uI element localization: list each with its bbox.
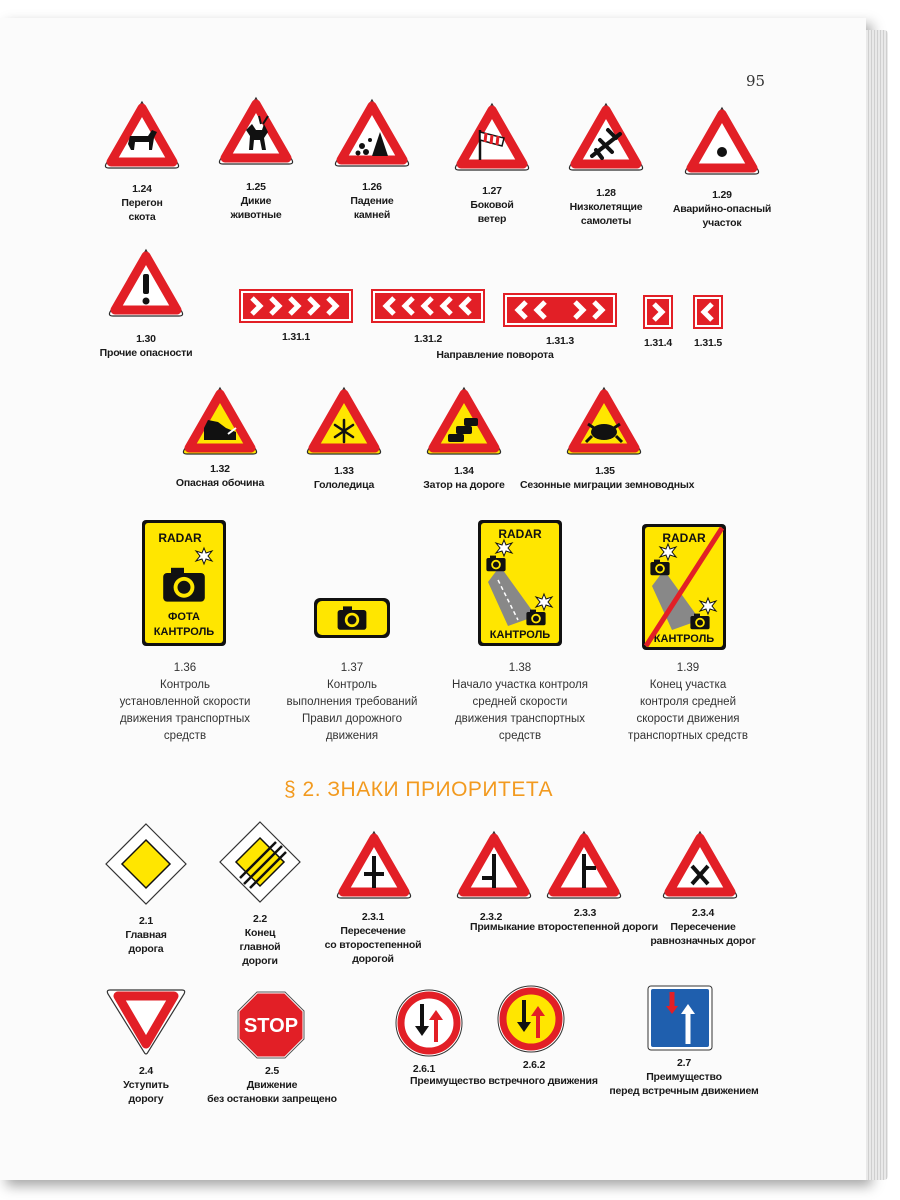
sign-1-34-traffic-jam <box>424 384 504 458</box>
sign-1-39-avg-speed-end <box>642 524 726 650</box>
label-2-7: 2.7 Преимущество перед встречным движением <box>609 1057 759 1097</box>
sign-1-31-4 <box>644 296 672 328</box>
sign-2-1-main-road <box>104 822 188 906</box>
turn-caption: Направление поворота <box>436 349 554 361</box>
radar-bottom-1-38: КАНТРОЛЬ <box>489 629 551 641</box>
sign-2-4-yield <box>106 986 186 1056</box>
label-1-24: 1.24 Перегон скота <box>121 183 163 223</box>
sign-1-33-ice <box>304 384 384 458</box>
sign-2-3-2-junction <box>454 828 534 902</box>
radar-b1-1-36: ФОТА <box>168 611 200 623</box>
sign-1-36-speed-control <box>142 520 226 646</box>
label-1-26: 1.26 Падение камней <box>350 181 394 221</box>
sign-1-35-amphibians <box>564 384 644 458</box>
sign-1-31-2 <box>372 290 484 322</box>
sign-2-5-stop <box>236 990 306 1060</box>
radar-b2-1-36: КАНТРОЛЬ <box>153 626 215 638</box>
sign-1-38-avg-speed-start <box>478 520 562 646</box>
label-1-31-2: 1.31.2 <box>414 333 442 345</box>
label-1-35: 1.35 Сезонные миграции земноводных <box>520 465 695 491</box>
sign-1-26-falling-rocks <box>332 96 412 170</box>
label-1-27: 1.27 Боковой ветер <box>470 185 514 225</box>
sign-2-2-end-main-road <box>218 820 302 904</box>
label-1-37: 1.37 Контроль выполнения требований Правил дорожного движения <box>286 662 418 742</box>
label-1-34: 1.34 Затор на дороге <box>423 465 505 491</box>
radar-top-1-36: RADAR <box>158 531 202 545</box>
label-1-31-4: 1.31.4 <box>644 337 672 349</box>
label-2-5: 2.5 Движение без остановки запрещено <box>207 1065 337 1105</box>
label-2-6-1: 2.6.1 <box>412 1063 436 1075</box>
label-1-31-3: 1.31.3 <box>546 335 574 347</box>
label-1-32: 1.32 Опасная обочина <box>175 463 265 489</box>
sign-1-31-5 <box>694 296 722 328</box>
label-2-6-2: 2.6.2 <box>522 1059 546 1071</box>
sign-1-24-cattle <box>102 98 182 172</box>
label-2-3-3: 2.3.3 <box>573 907 597 919</box>
label-2-3-1: 2.3.1 Пересечение со второстепенной дорогой <box>324 911 422 965</box>
label-2-2: 2.2 Конец главной дороги <box>239 913 281 967</box>
sign-2-7-priority-over-oncoming <box>648 986 712 1050</box>
sign-1-27-side-wind <box>452 100 532 174</box>
label-junction-caption: Примыкание второстепенной дороги <box>470 921 659 933</box>
label-1-25: 1.25 Дикие животные <box>230 181 282 221</box>
radar-top-1-38: RADAR <box>498 527 542 541</box>
label-1-39: 1.39 Конец участка контроля средней скорости движения транспортных средств <box>628 662 748 742</box>
sign-2-3-1-crossing <box>334 828 414 902</box>
sign-1-30-other-dangers <box>106 246 186 320</box>
label-2-3-2: 2.3.2 <box>479 911 503 923</box>
sign-1-37-rules-control <box>314 598 390 638</box>
sign-2-6-2-oncoming-priority <box>496 984 566 1054</box>
page-number: 95 <box>746 72 766 90</box>
sign-1-25-wild-animals <box>216 94 296 168</box>
label-2-4: 2.4 Уступить дорогу <box>123 1065 169 1105</box>
label-1-29: 1.29 Аварийно-опасный участок <box>672 189 772 229</box>
label-2-1: 2.1 Главная дорога <box>125 915 167 955</box>
label-1-30: 1.30 Прочие опасности <box>99 333 193 359</box>
sign-2-3-3-junction <box>544 828 624 902</box>
sign-1-28-low-planes <box>566 100 646 174</box>
sign-1-31-1 <box>240 290 352 322</box>
label-1-31-1: 1.31.1 <box>282 331 310 343</box>
radar-top-1-39: RADAR <box>662 531 706 545</box>
sign-1-32-dangerous-shoulder <box>180 384 260 458</box>
sign-2-3-4-equal-crossing <box>660 828 740 902</box>
sign-1-31-3 <box>504 294 616 326</box>
sign-1-29-accident-area <box>682 104 762 178</box>
label-1-38: 1.38 Начало участка контроля средней скорости движения транспортных средств <box>452 662 588 742</box>
label-2-3-4: 2.3.4 Пересечение равнозначных дорог <box>650 907 756 947</box>
section-title: § 2. ЗНАКИ ПРИОРИТЕТА <box>284 778 553 801</box>
label-1-36: 1.36 Контроль установленной скорости движения транспортных средств <box>119 662 251 742</box>
sign-2-6-1-oncoming-priority <box>394 988 464 1058</box>
label-1-33: 1.33 Гололедица <box>313 465 375 491</box>
radar-bottom-1-39: КАНТРОЛЬ <box>653 633 715 645</box>
stop-text: STOP <box>243 1015 299 1037</box>
label-oncoming-caption: Преимущество встречного движения <box>410 1075 598 1087</box>
label-1-31-5: 1.31.5 <box>694 337 722 349</box>
label-1-28: 1.28 Низколетящие самолеты <box>569 187 643 227</box>
page-edges <box>866 30 888 1180</box>
